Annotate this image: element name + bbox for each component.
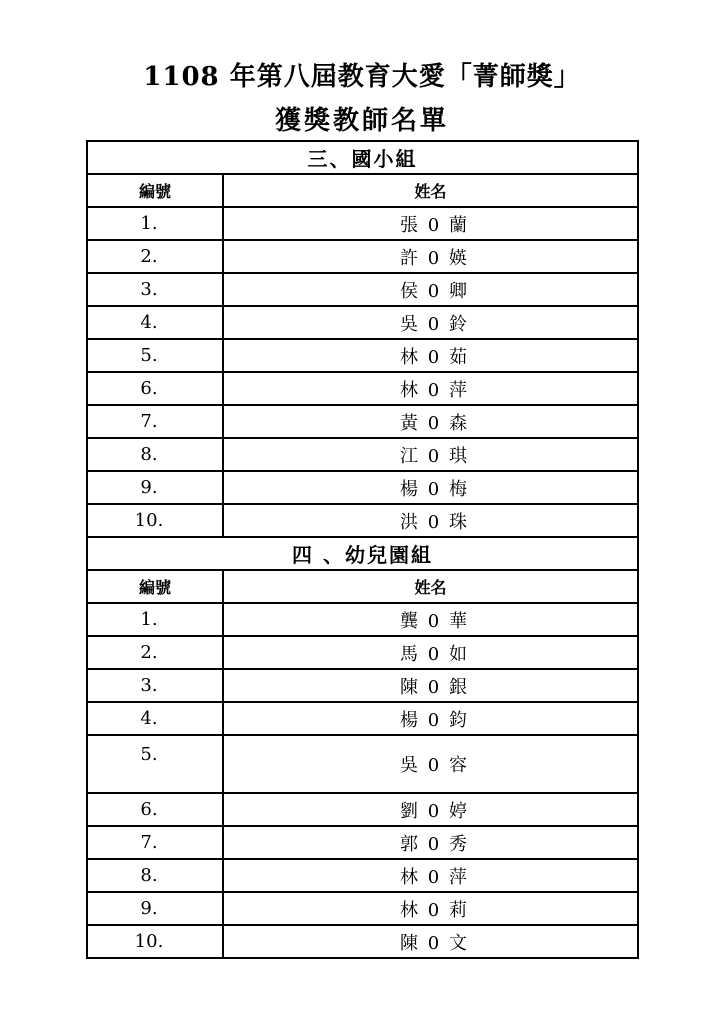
- table-row: [87, 273, 638, 306]
- table-row: [87, 925, 638, 958]
- document-title: 1108 年第八屆教育大愛「菁師獎」: [143, 62, 581, 92]
- row-number: 7.: [87, 826, 223, 859]
- row-number: 1.: [87, 207, 223, 240]
- teacher-name: 陳 0 銀: [223, 669, 638, 702]
- teacher-name: 劉 0 婷: [223, 793, 638, 826]
- teacher-name: 楊 0 鈞: [223, 702, 638, 735]
- teacher-name: 林 0 萍: [223, 372, 638, 405]
- teacher-name: 侯 0 卿: [223, 273, 638, 306]
- teacher-name: 陳 0 文: [223, 925, 638, 958]
- row-number: 8.: [87, 859, 223, 892]
- teacher-name: 張 0 蘭: [223, 207, 638, 240]
- row-number: 2.: [87, 240, 223, 273]
- table-row: [87, 471, 638, 504]
- table-row: [87, 669, 638, 702]
- column-header-row: [87, 174, 638, 207]
- column-header-row: [87, 570, 638, 603]
- row-number: 5.: [87, 735, 223, 793]
- table-row: [87, 603, 638, 636]
- table-row: [87, 892, 638, 925]
- table-row: [87, 372, 638, 405]
- table-row: [87, 636, 638, 669]
- row-number: 6.: [87, 793, 223, 826]
- table-row: [87, 504, 638, 537]
- teacher-name: 龔 0 華: [223, 603, 638, 636]
- section-heading: 三、國小組: [87, 141, 638, 174]
- teacher-name: 楊 0 梅: [223, 471, 638, 504]
- row-number: 10.: [87, 504, 223, 537]
- table-row: [87, 826, 638, 859]
- section-heading-row: [87, 537, 638, 570]
- row-number: 3.: [87, 273, 223, 306]
- row-number: 9.: [87, 471, 223, 504]
- column-header-name: 姓名: [223, 174, 638, 207]
- row-number: 4.: [87, 702, 223, 735]
- row-number: 4.: [87, 306, 223, 339]
- teacher-name: 洪 0 珠: [223, 504, 638, 537]
- section-heading-row: [87, 141, 638, 174]
- column-header-name: 姓名: [223, 570, 638, 603]
- row-number: 10.: [87, 925, 223, 958]
- row-number: 6.: [87, 372, 223, 405]
- teacher-name: 黃 0 森: [223, 405, 638, 438]
- row-number: 9.: [87, 892, 223, 925]
- column-header-number: 編號: [87, 174, 223, 207]
- row-number: 1.: [87, 603, 223, 636]
- section-heading: 四 、幼兒園組: [87, 537, 638, 570]
- row-number: 7.: [87, 405, 223, 438]
- table-row: [87, 405, 638, 438]
- table-row: [87, 339, 638, 372]
- table-row: [87, 793, 638, 826]
- teacher-name: 吳 0 容: [223, 735, 638, 793]
- teacher-name: 江 0 琪: [223, 438, 638, 471]
- teacher-name: 林 0 茹: [223, 339, 638, 372]
- table-row: [87, 735, 638, 793]
- table-row: [87, 207, 638, 240]
- award-list-table: [86, 140, 639, 959]
- table-row: [87, 702, 638, 735]
- row-number: 5.: [87, 339, 223, 372]
- column-header-number: 編號: [87, 570, 223, 603]
- teacher-name: 吳 0 鈴: [223, 306, 638, 339]
- table-row: [87, 438, 638, 471]
- teacher-name: 林 0 萍: [223, 859, 638, 892]
- teacher-name: 郭 0 秀: [223, 826, 638, 859]
- table-row: [87, 859, 638, 892]
- teacher-name: 馬 0 如: [223, 636, 638, 669]
- row-number: 3.: [87, 669, 223, 702]
- table-row: [87, 240, 638, 273]
- row-number: 8.: [87, 438, 223, 471]
- document-subtitle: 獲獎教師名單: [274, 106, 449, 136]
- table-row: [87, 306, 638, 339]
- row-number: 2.: [87, 636, 223, 669]
- teacher-name: 林 0 莉: [223, 892, 638, 925]
- teacher-name: 許 0 媖: [223, 240, 638, 273]
